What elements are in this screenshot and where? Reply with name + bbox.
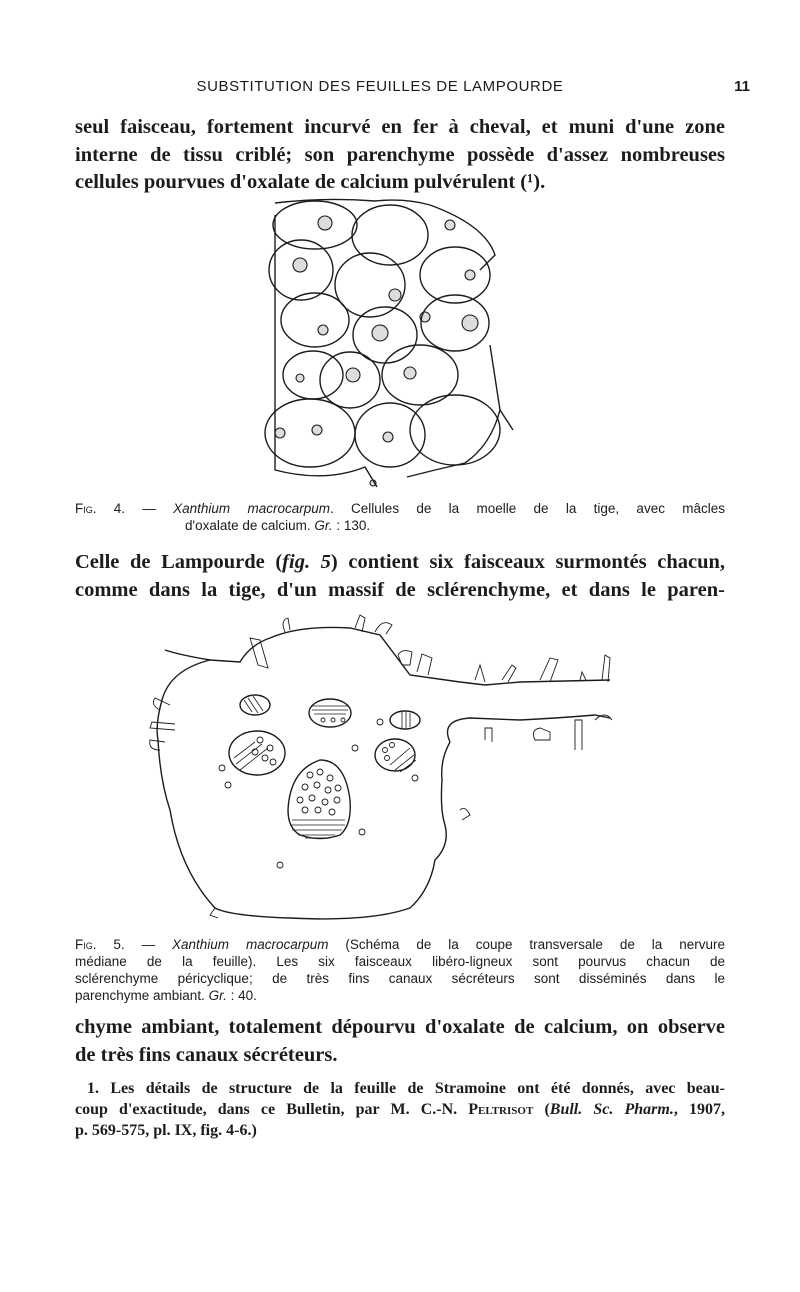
running-title: SUBSTITUTION DES FEUILLES DE LAMPOURDE xyxy=(196,78,564,95)
text: ( xyxy=(533,1101,550,1118)
figure-5-caption xyxy=(75,936,725,1004)
author-name: Peltrisot xyxy=(468,1101,534,1118)
footnote-line-3: p. 569-575, pl. IX, fig. 4-6.) xyxy=(75,1122,257,1139)
figure-5-caption-line-1 xyxy=(75,936,725,953)
fig-label: Fig. 5. — xyxy=(75,937,173,952)
text: coup d'exactitude, dans ce Bulletin, par M. C.-N. xyxy=(75,1101,469,1118)
text: , 1907, xyxy=(673,1101,725,1118)
page-number: 11 xyxy=(734,78,750,95)
caption-text: (Schéma de la coupe transversale de la nervure xyxy=(328,937,725,952)
footnote-line-1: 1. Les détails de structure de la feuille de Stramoine ont été donnés, avec beau- xyxy=(87,1080,725,1097)
species-name: Xanthium macrocarpum xyxy=(172,937,329,952)
paragraph-1-line: seul faisceau, fortement incurvé en fer à cheval, et muni d'une zone xyxy=(75,116,725,138)
pith-cells xyxy=(265,199,513,487)
magnification-value: : 40. xyxy=(226,988,257,1003)
figure-reference: fig. 5 xyxy=(282,551,331,573)
caption-text: . Cellules de la moelle de la tige, avec mâcles xyxy=(330,501,726,516)
paragraph-2 xyxy=(75,549,725,604)
figure-4-caption-line-1 xyxy=(75,500,725,517)
caption-text: parenchyme ambiant. xyxy=(75,988,209,1003)
figure-4-caption-line-2 xyxy=(75,517,725,534)
figure-4-caption xyxy=(75,500,725,534)
fig-label: Fig. 4. — xyxy=(75,501,174,516)
paragraph-2-line-2: comme dans la tige, d'un massif de sclérenchyme, et dans le paren- xyxy=(75,578,725,601)
figure-5-caption-line-4 xyxy=(75,987,725,1004)
paragraph-1-line: cellules pourvues d'oxalate de calcium pulvérulent (¹). xyxy=(75,171,546,193)
magnification-label: Gr. xyxy=(314,518,333,533)
magnification-label: Gr. xyxy=(208,988,227,1003)
paragraph-1 xyxy=(75,114,725,197)
paragraph-3-line: de très fins canaux sécréteurs. xyxy=(75,1043,338,1066)
footnote xyxy=(75,1078,725,1141)
paragraph-3-line: chyme ambiant, totalement dépourvu d'oxalate de calcium, on observe xyxy=(75,1016,725,1038)
text: Celle de Lampourde ( xyxy=(75,551,283,573)
figure-5-drawing xyxy=(140,610,620,930)
paragraph-1-line: interne de tissu criblé; son parenchyme possède d'assez nombreuses xyxy=(75,143,725,166)
page-header xyxy=(0,78,800,100)
secretory-canals xyxy=(219,719,418,868)
caption-text: d'oxalate de calcium. xyxy=(185,518,315,533)
text: ) contient six faisceaux surmontés chacun, xyxy=(330,551,725,573)
figure-5-caption-line-3: sclérenchyme péricyclique; de très fins canaux sécréteurs sont disséminés dans le xyxy=(75,971,725,986)
footnote-line-2 xyxy=(75,1099,725,1120)
midrib-outline xyxy=(157,627,610,918)
paragraph-3 xyxy=(75,1014,725,1069)
species-name: Xanthium macrocarpum xyxy=(173,501,330,516)
paragraph-2-line-1 xyxy=(75,549,725,577)
vascular-bundles xyxy=(229,695,420,839)
figure-5-caption-line-2: médiane de la feuille). Les six faisceaux libéro-ligneux sont pourvus chacun de xyxy=(75,954,725,969)
figure-4-drawing xyxy=(255,195,515,490)
magnification-value: : 130. xyxy=(332,518,371,533)
journal-name: Bull. Sc. Pharm. xyxy=(549,1101,674,1118)
